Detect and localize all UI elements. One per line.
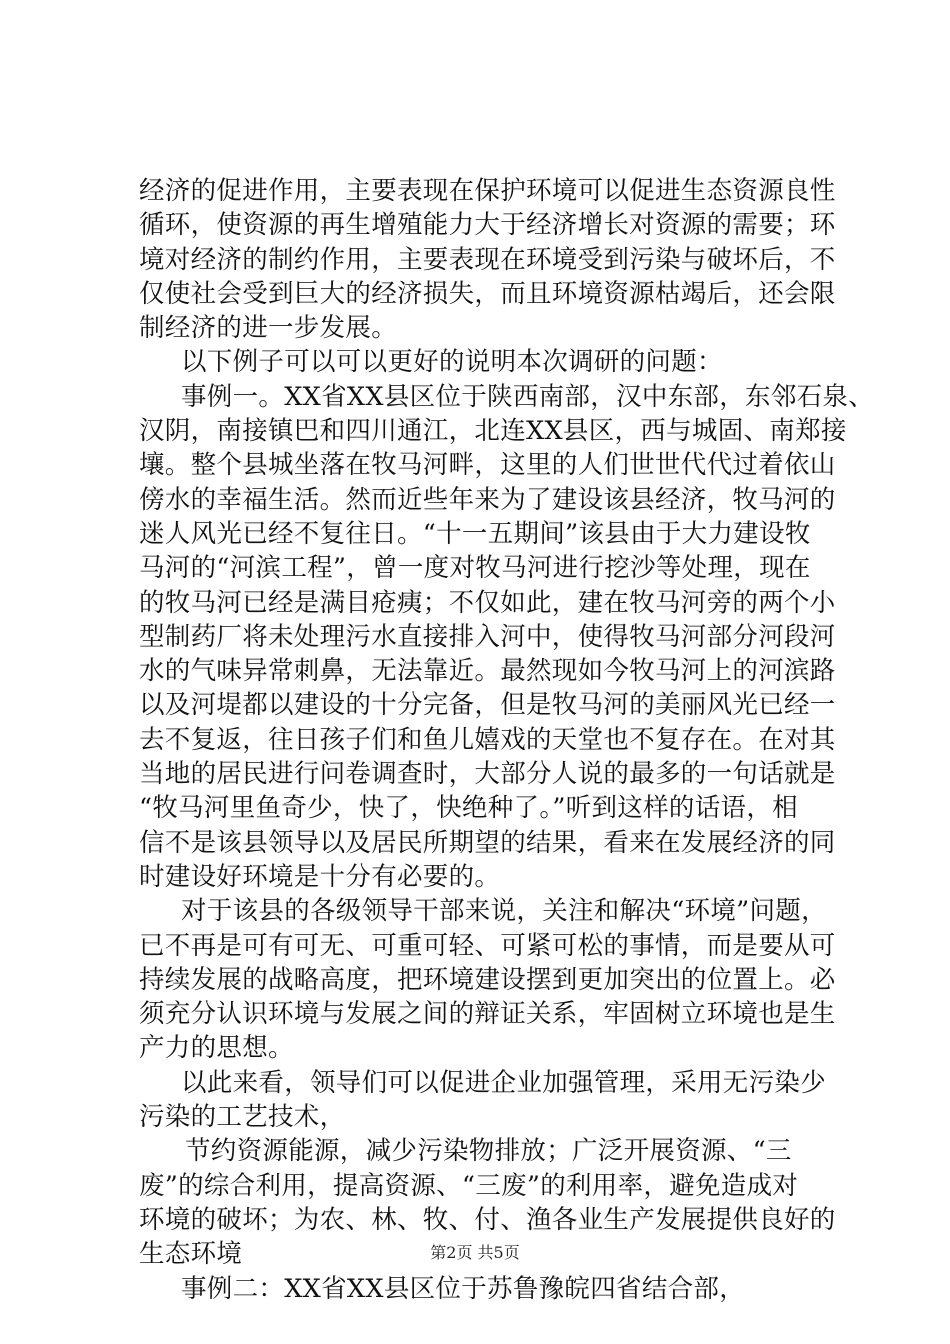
text-line: 去不复返，往日孩子们和鱼儿嬉戏的天堂也不复存在。在对其 (139, 724, 836, 755)
text-line: 以下例子可以可以更好的说明本次调研的问题： (181, 347, 723, 378)
document-body (139, 174, 875, 1306)
text-line: 仅使社会受到巨大的经济损失，而且环境资源枯竭后，还会限 (139, 278, 836, 309)
text-line: 制经济的进一步发展。 (139, 313, 398, 344)
text-line: 以此来看，领导们可以促进企业加强管理，采用无污染少 (181, 1067, 827, 1098)
text-line: 傍水的幸福生活。然而近些年来为了建设该县经济，牧马河的 (139, 484, 836, 515)
text-line: 汉阴，南接镇巴和四川通江，北连XX县区，西与城固、南郑接 (139, 416, 847, 447)
text-line: 已不再是可有可无、可重可轻、可紧可松的事情，而是要从可 (139, 930, 836, 961)
text-line: 马河的“河滨工程”，曾一度对牧马河进行挖沙等处理，现在 (139, 553, 811, 584)
text-line: 事例一。XX省XX县区位于陕西南部，汉中东部，东邻石泉、 (181, 381, 875, 412)
text-line: 的牧马河已经是满目疮痍；不仅如此，建在牧马河旁的两个小 (139, 587, 836, 618)
text-line: 废”的综合利用，提高资源、“三废”的利用率，避免造成对 (139, 1170, 799, 1201)
text-line: 迷人风光已经不复往日。“十一五期间”该县由于大力建设牧 (139, 518, 811, 549)
text-line: 循环，使资源的再生增殖能力大于经济增长对资源的需要；环 (139, 210, 836, 241)
text-line: 产力的思想。 (139, 1033, 294, 1064)
text-line: 对于该县的各级领导干部来说，关注和解决“环境”问题， (181, 896, 827, 927)
text-line: 污染的工艺技术， (139, 1102, 346, 1133)
text-line: 须充分认识环境与发展之间的辩证关系，牢固树立环境也是生 (139, 999, 836, 1030)
text-line: 水的气味异常刺鼻，无法靠近。最然现如今牧马河上的河滨路 (139, 656, 836, 687)
text-line: 经济的促进作用，主要表现在保护环境可以促进生态资源良性 (139, 176, 836, 206)
text-line: 境对经济的制约作用，主要表现在环境受到污染与破坏后，不 (139, 244, 836, 275)
text-line: 节约资源能源，减少污染物排放；广泛开展资源、“三 (185, 1136, 792, 1167)
text-line: 持续发展的战略高度，把环境建设摆到更加突出的位置上。必 (139, 964, 836, 995)
text-line: 事例二：XX省XX县区位于苏鲁豫皖四省结合部， (181, 1273, 746, 1304)
text-line: 生态环境 (139, 1239, 243, 1270)
text-line: 信不是该县领导以及居民所期望的结果，看来在发展经济的同 (139, 827, 836, 858)
text-line: 当地的居民进行问卷调查时，大部分人说的最多的一句话就是 (139, 759, 836, 790)
text-line: 壤。整个县城坐落在牧马河畔，这里的人们世世代代过着依山 (139, 450, 836, 481)
text-line: “牧马河里鱼奇少，快了，快绝种了。”听到这样的话语，相 (139, 793, 798, 824)
text-line: 以及河堤都以建设的十分完备，但是牧马河的美丽风光已经一 (139, 690, 836, 721)
page-footer: 第2页 共5页 (430, 1243, 520, 1262)
text-line: 时建设好环境是十分有必要的。 (139, 861, 501, 892)
text-line: 型制药厂将未处理污水直接排入河中，使得牧马河部分河段河 (139, 621, 836, 652)
text-line: 环境的破坏；为农、林、牧、付、渔各业生产发展提供良好的 (139, 1204, 836, 1235)
